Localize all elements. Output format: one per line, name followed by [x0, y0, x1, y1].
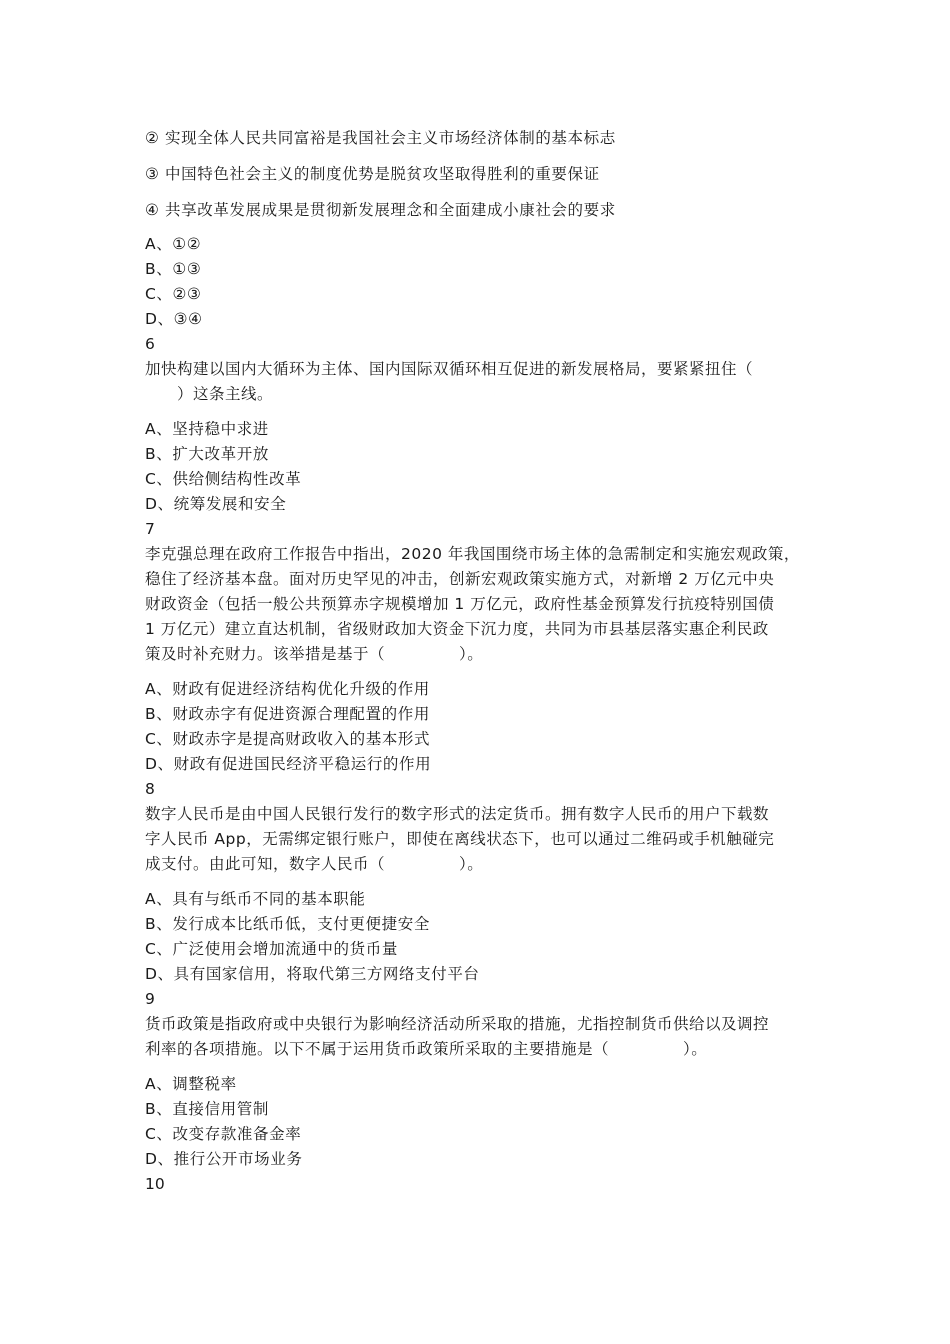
stem-line: 加快构建以国内大循环为主体、国内国际双循环相互促进的新发展格局，要紧紧扭住（	[145, 360, 754, 378]
stem-line-text: 利率的各项措施。以下不属于运用货币政策所采取的主要措施是（	[145, 1040, 610, 1058]
question-9-stem	[145, 1012, 815, 1062]
stem-line-text: ）。	[459, 645, 484, 663]
q7-option-c: C、财政赤字是提高财政收入的基本形式	[145, 730, 431, 748]
stem-line: 财政资金（包括一般公共预算赤字规模增加 1 万亿元，政府性基金预算发行抗疫特别国债	[145, 595, 775, 613]
stem-line	[145, 1037, 815, 1062]
q7-option-d: D、财政有促进国民经济平稳运行的作用	[145, 755, 432, 773]
stem-line	[145, 642, 815, 667]
q8-option-c: C、广泛使用会增加流通中的货币量	[145, 940, 398, 958]
q9-option-a: A、调整税率	[145, 1075, 237, 1093]
q5-option-d: D、③④	[145, 310, 203, 328]
q6-option-c: C、供给侧结构性改革	[145, 470, 302, 488]
q9-options	[145, 1072, 815, 1172]
q7-option-a: A、财政有促进经济结构优化升级的作用	[145, 680, 430, 698]
stem-line	[145, 382, 815, 407]
q7-options	[145, 677, 815, 777]
stem-line: 货币政策是指政府或中央银行为影响经济活动所采取的措施，尤指控制货币供给以及调控	[145, 1015, 770, 1033]
q6-options	[145, 417, 815, 517]
stem-line-text: ）。	[683, 1040, 708, 1058]
question-number-9: 9	[145, 990, 155, 1008]
stem-line-text: ）。	[459, 855, 484, 873]
stem-line: 字人民币 App，无需绑定银行账户，即使在离线状态下，也可以通过二维码或手机触碰完	[145, 830, 775, 848]
stem-line: 1 万亿元）建立直达机制，省级财政加大资金下沉力度，共同为市县基层落实惠企利民政	[145, 620, 769, 638]
stem-line: 数字人民币是由中国人民银行发行的数字形式的法定货币。拥有数字人民币的用户下载数	[145, 805, 770, 823]
q8-options	[145, 887, 815, 987]
q8-option-b: B、发行成本比纸币低，支付更便捷安全	[145, 915, 430, 933]
q6-option-a: A、坚持稳中求进	[145, 420, 269, 438]
q9-option-c: C、改变存款准备金率	[145, 1125, 302, 1143]
q5-option-b: B、①③	[145, 260, 202, 278]
statement-3: ③ 中国特色社会主义的制度优势是脱贫攻坚取得胜利的重要保证	[145, 165, 600, 183]
question-number-7: 7	[145, 520, 155, 538]
exam-page	[145, 126, 815, 1197]
stem-line: 稳住了经济基本盘。面对历史罕见的冲击，创新宏观政策实施方式，对新增 2 万亿元中央	[145, 570, 775, 588]
question-8-stem	[145, 802, 815, 877]
stem-line	[145, 852, 815, 877]
stem-line: 李克强总理在政府工作报告中指出，2020 年我国围绕市场主体的急需制定和实施宏观政策，	[145, 545, 800, 563]
statement-4: ④ 共享改革发展成果是贯彻新发展理念和全面建成小康社会的要求	[145, 201, 616, 219]
q9-option-b: B、直接信用管制	[145, 1100, 269, 1118]
q5-option-a: A、①②	[145, 235, 202, 253]
question-number-6: 6	[145, 335, 155, 353]
q6-option-b: B、扩大改革开放	[145, 445, 269, 463]
q7-option-b: B、财政赤字有促进资源合理配置的作用	[145, 705, 430, 723]
q8-option-a: A、具有与纸币不同的基本职能	[145, 890, 366, 908]
stem-line-text: 策及时补充财力。该举措是基于（	[145, 645, 386, 663]
question-number-8: 8	[145, 780, 155, 798]
stem-line-text: ）这条主线。	[177, 385, 274, 403]
statement-2: ② 实现全体人民共同富裕是我国社会主义市场经济体制的基本标志	[145, 129, 616, 147]
q6-option-d: D、统筹发展和安全	[145, 495, 287, 513]
q8-option-d: D、具有国家信用，将取代第三方网络支付平台	[145, 965, 480, 983]
q9-option-d: D、推行公开市场业务	[145, 1150, 303, 1168]
question-7-stem	[145, 542, 815, 667]
stem-line-text: 成支付。由此可知，数字人民币（	[145, 855, 386, 873]
q5-options	[145, 232, 815, 332]
question-6-stem	[145, 357, 815, 407]
question-number-10: 10	[145, 1175, 165, 1193]
q5-option-c: C、②③	[145, 285, 202, 303]
